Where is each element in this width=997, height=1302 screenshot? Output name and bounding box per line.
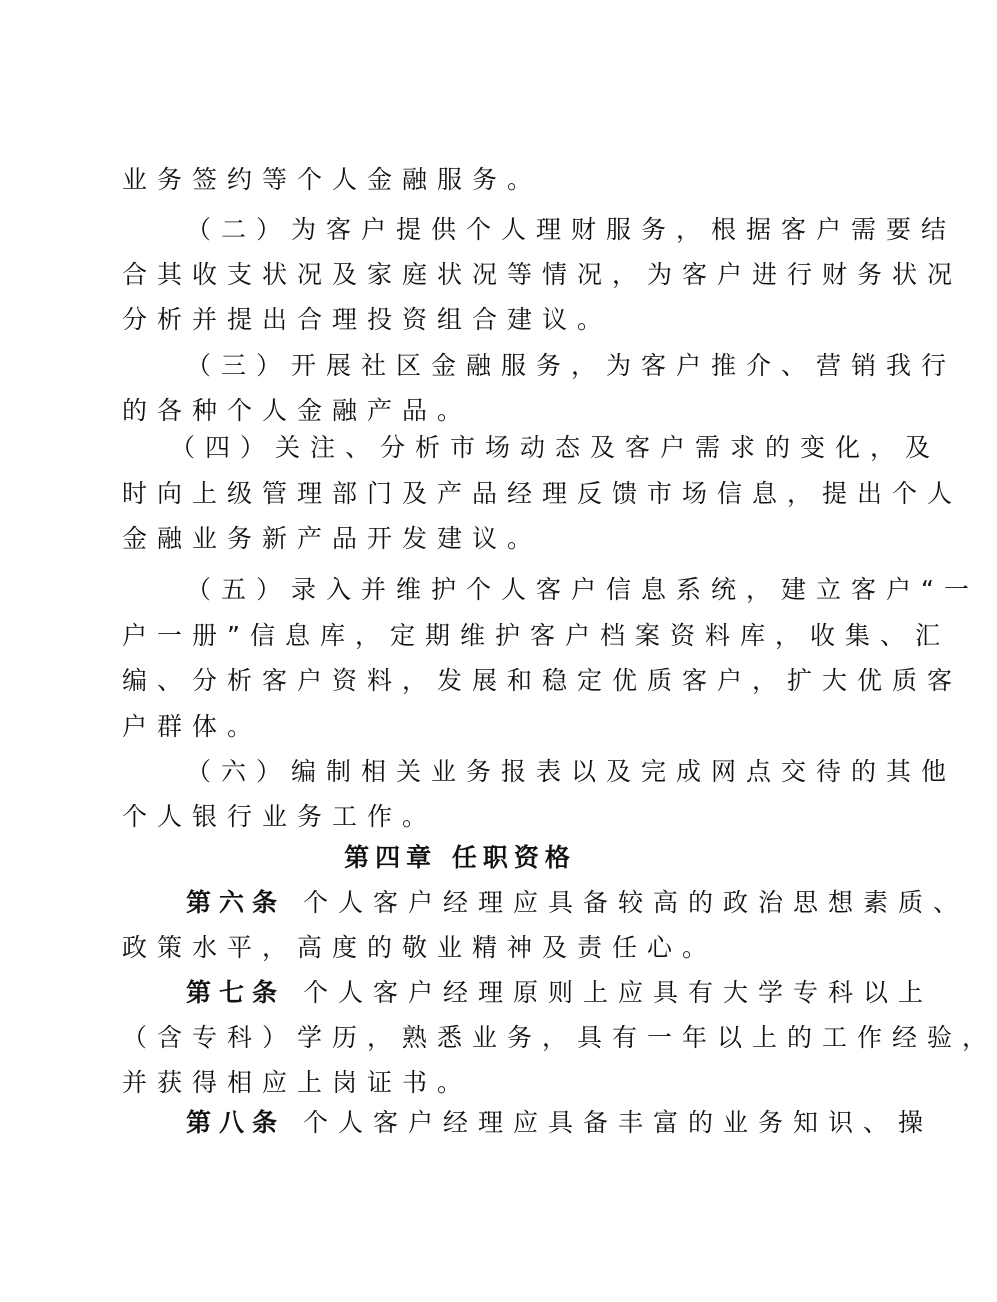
text-line: 个人银行业务工作。	[122, 802, 438, 831]
text-line: （六）编制相关业务报表以及完成网点交待的其他	[186, 757, 957, 786]
article-label: 第六条	[186, 888, 286, 917]
article-label: 第八条	[186, 1108, 286, 1137]
article-line	[186, 976, 933, 1010]
text-line: （五）录入并维护个人客户信息系统，建立客户“一	[186, 575, 979, 604]
text-line: （二）为客户提供个人理财服务，根据客户需要结	[186, 215, 957, 244]
chapter-title: 第四章 任职资格	[344, 843, 576, 872]
text-line: 编、分析客户资料，发展和稳定优质客户，扩大优质客	[122, 666, 963, 695]
text-line: （三）开展社区金融服务，为客户推介、营销我行	[186, 351, 957, 380]
text-line: 分析并提出合理投资组合建议。	[122, 305, 613, 334]
text-line: （四）关注、分析市场动态及客户需求的变化，及	[170, 433, 941, 462]
text-line: 金融业务新产品开发建议。	[122, 524, 543, 553]
article-text: 个人客户经理应具备较高的政治思想素质、	[302, 888, 968, 917]
article-label: 第七条	[186, 978, 286, 1007]
text-line: 政策水平，高度的敬业精神及责任心。	[122, 933, 718, 962]
article-line	[186, 1106, 933, 1140]
text-line: 的各种个人金融产品。	[122, 396, 473, 425]
text-line: 户一册”信息库，定期维护客户档案资料库，收集、汇	[122, 621, 950, 650]
text-line: （含专科）学历，熟悉业务，具有一年以上的工作经验，	[122, 1023, 997, 1052]
article-text: 个人客户经理原则上应具有大学专科以上	[302, 978, 933, 1007]
text-line: 业务签约等个人金融服务。	[122, 165, 543, 194]
text-line: 合其收支状况及家庭状况等情况，为客户进行财务状况	[122, 260, 963, 289]
article-text: 个人客户经理应具备丰富的业务知识、操	[302, 1108, 933, 1137]
text-line: 时向上级管理部门及产品经理反馈市场信息，提出个人	[122, 479, 963, 508]
text-line: 并获得相应上岗证书。	[122, 1068, 473, 1097]
article-line	[186, 886, 968, 920]
text-line: 户群体。	[122, 712, 263, 741]
